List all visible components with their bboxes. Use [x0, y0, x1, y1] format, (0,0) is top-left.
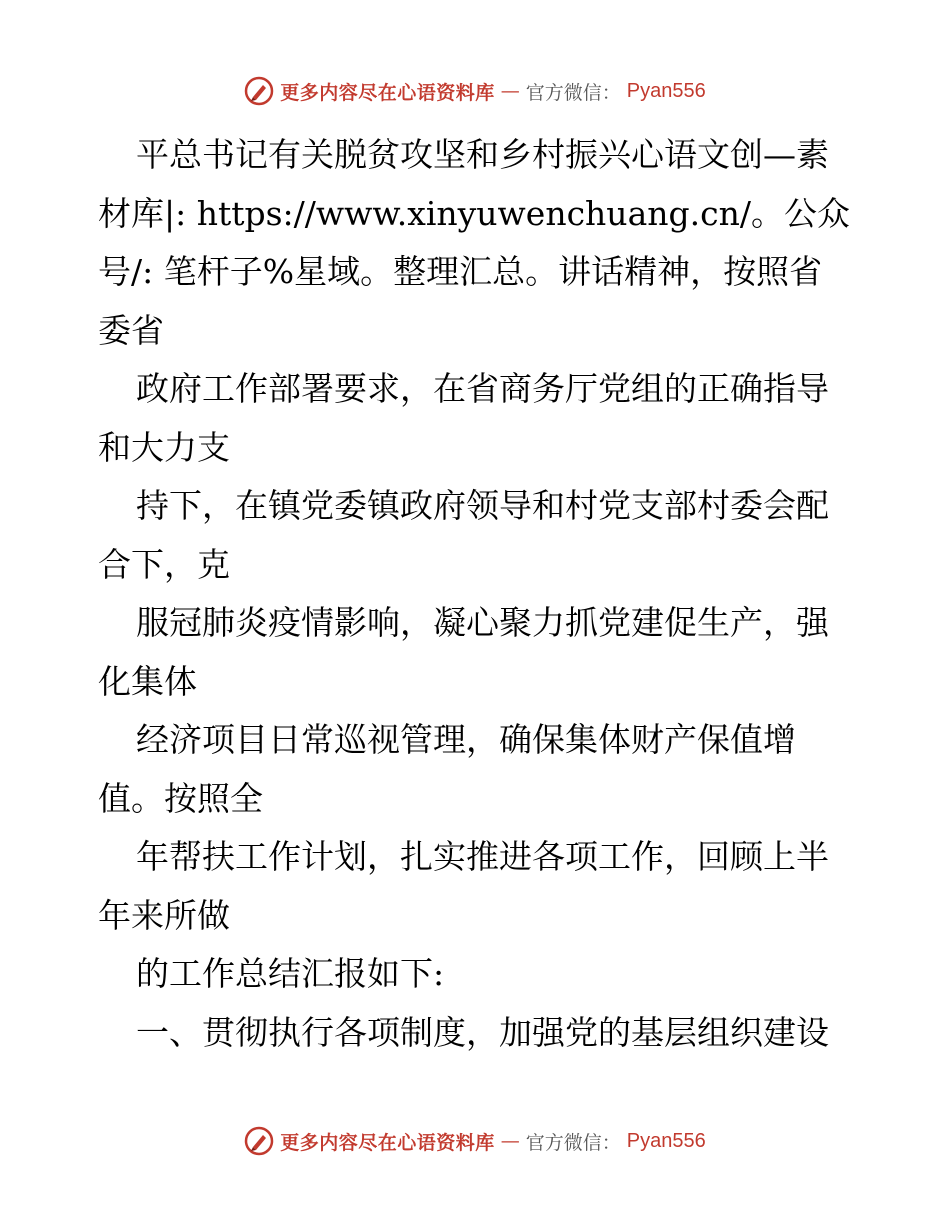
banner-separator: —: [500, 80, 520, 102]
banner-wechat-label: 官方微信：: [525, 81, 621, 104]
banner-wechat-id: Pyan556: [626, 1129, 706, 1152]
header-banner: [0, 71, 950, 111]
text-line: 经济项目日常巡视管理，确保集体财产保值增: [136, 720, 796, 759]
text-line: 平总书记有关脱贫攻坚和乡村振兴心语文创—素: [136, 135, 829, 174]
banner-wechat-id: Pyan556: [626, 79, 706, 102]
footer-banner: [0, 1121, 950, 1161]
text-line: 政府工作部署要求，在省商务厅党组的正确指导: [136, 369, 829, 408]
text-line: 委省: [98, 310, 164, 350]
document-body: [98, 126, 858, 1062]
text-line: 材库|: https://www.xinyuwenchuang.cn/。公众: [98, 193, 850, 233]
banner-title: 更多内容尽在心语资料库: [280, 1131, 495, 1154]
banner-title: 更多内容尽在心语资料库: [280, 81, 495, 104]
text-line: 服冠肺炎疫情影响，凝心聚力抓党建促生产，强: [136, 603, 829, 642]
text-line: 年来所做: [98, 895, 230, 935]
banner-separator: —: [500, 1130, 520, 1152]
section-heading: 一、贯彻执行各项制度，加强党的基层组织建设: [136, 1012, 829, 1052]
text-line: 化集体: [98, 661, 197, 701]
text-line: 的工作总结汇报如下:: [136, 954, 445, 993]
text-line: 和大力支: [98, 427, 230, 467]
text-line: 年帮扶工作计划，扎实推进各项工作，回顾上半: [136, 837, 829, 876]
text-line: 持下，在镇党委镇政府领导和村党支部村委会配: [136, 486, 829, 525]
text-line: 号/: 笔杆子%星域。整理汇总。讲话精神，按照省: [98, 252, 823, 291]
pen-logo-icon: [244, 76, 274, 106]
text-line: 值。按照全: [98, 778, 263, 818]
pen-logo-icon: [244, 1126, 274, 1156]
text-line: 合下，克: [98, 544, 230, 584]
banner-wechat-label: 官方微信：: [525, 1131, 621, 1154]
